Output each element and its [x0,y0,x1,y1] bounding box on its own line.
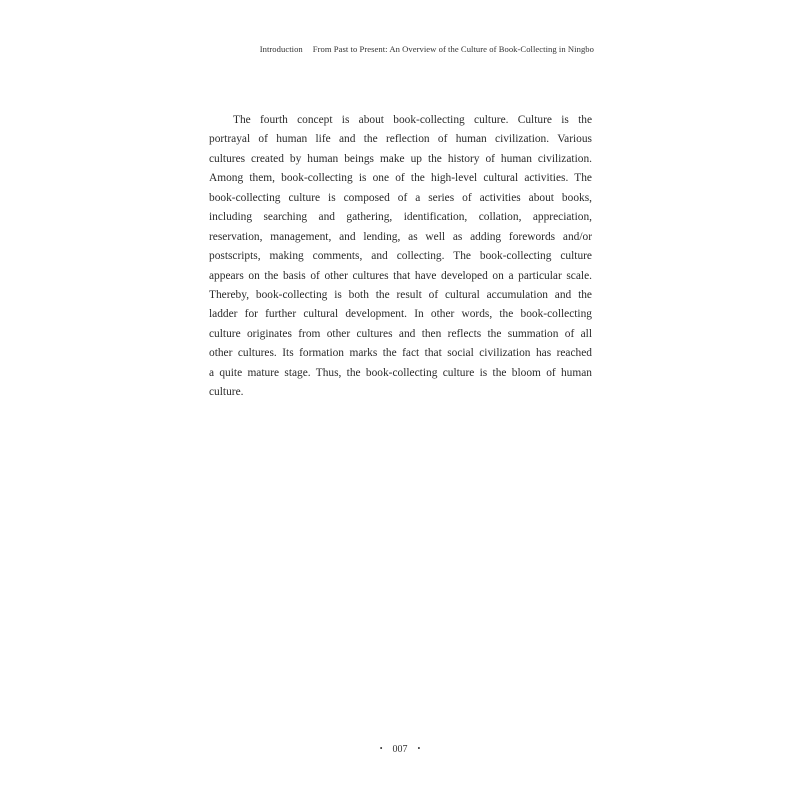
paragraph-line: appears on the basis of other cultures that have developed on a particular scale. [209,269,592,282]
paragraph-line: portrayal of human life and the reflection of human civilization. Various [209,133,592,146]
paragraph-line: postscripts, making comments, and collecting. The book-collecting culture [209,250,592,263]
body-paragraph [209,111,592,403]
paragraph-line: reservation, management, and lending, as well as adding forewords and/or [209,230,592,243]
header-section-label: Introduction [259,44,303,54]
paragraph-line: a quite mature stage. Thus, the book-collecting culture is the bloom of human [209,366,592,379]
page-footer [0,744,800,755]
running-header [260,44,594,54]
paragraph-line: Among them, book-collecting is one of the high-level cultural activities. The [209,172,592,185]
paragraph-line: cultures created by human beings make up the history of human civilization. [209,152,592,165]
footer-bullet-right: • [417,744,421,753]
paragraph-line: ladder for further cultural development. In other words, the book-collecting [209,308,592,321]
paragraph-line: other cultures. Its formation marks the fact that social civilization has reached [209,347,592,360]
header-book-title: From Past to Present: An Overview of the Culture of Book-Collecting in Ningbo [312,44,594,54]
paragraph-line: including searching and gathering, identification, collation, appreciation, [209,211,592,224]
paragraph-line: book-collecting culture is composed of a series of activities about books, [209,191,592,204]
paragraph-line: Thereby, book-collecting is both the result of cultural accumulation and the [209,288,592,301]
page-number: 007 [392,744,408,755]
footer-bullet-left: • [379,744,383,753]
paragraph-line: culture. [209,386,244,399]
paragraph-line: culture originates from other cultures and then reflects the summation of all [209,327,592,340]
paragraph-line: The fourth concept is about book-collecting culture. Culture is the [233,114,592,126]
